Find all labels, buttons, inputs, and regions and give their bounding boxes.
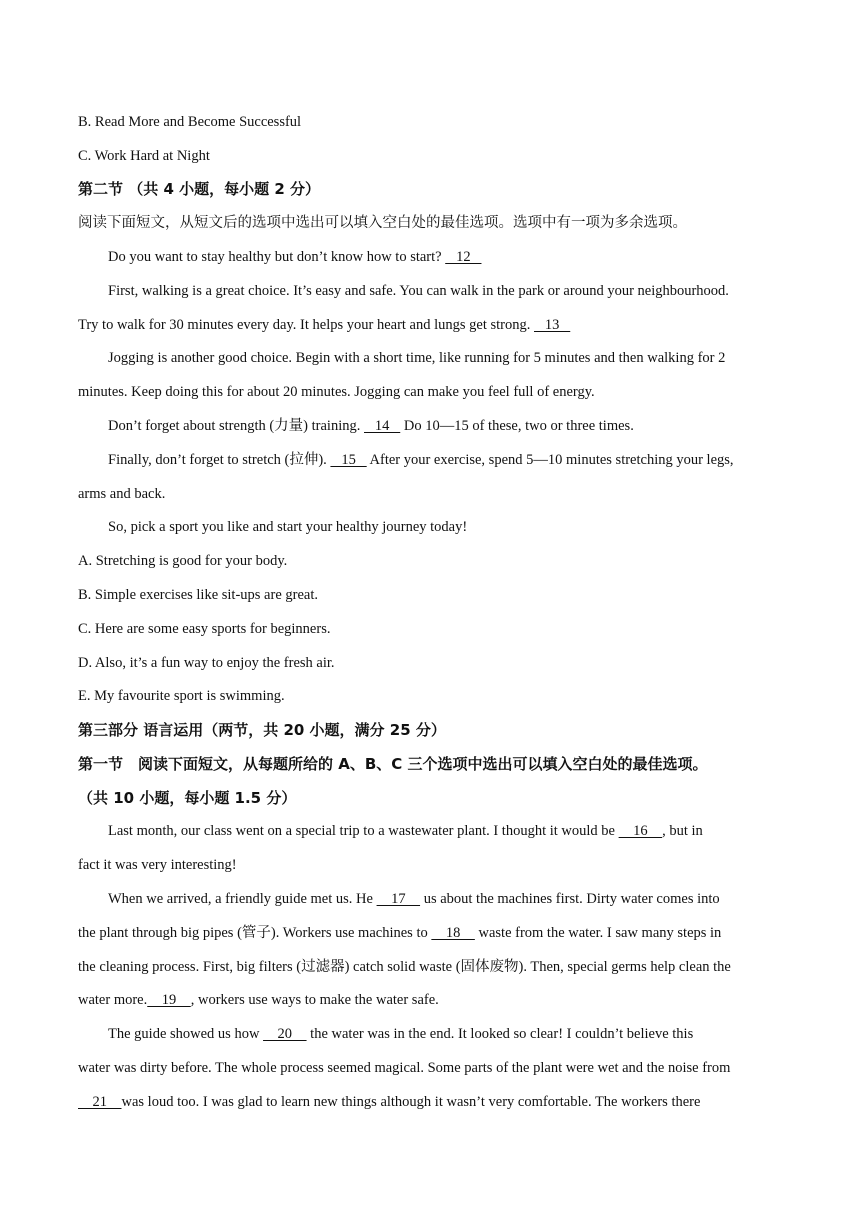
passage-line: Try to walk for 30 minutes every day. It helps your heart and lungs get strong. 13 — [78, 317, 571, 333]
passage-line: So, pick a sport you like and start your healthy journey today! — [108, 519, 468, 535]
blank-14: 14 — [364, 418, 401, 434]
option-d: D. Also, it’s a fun way to enjoy the fresh air. — [78, 655, 335, 671]
passage-line: First, walking is a great choice. It’s easy and safe. You can walk in the park or around your neighbourhood. — [108, 283, 729, 299]
option-a: A. Stretching is good for your body. — [78, 553, 288, 569]
passage-line: minutes. Keep doing this for about 20 minutes. Jogging can make you feel full of energy. — [78, 384, 595, 400]
part3-heading: 第三部分 语言运用（两节，共 20 小题，满分 25 分） — [78, 721, 446, 739]
passage-line: the cleaning process. First, big filters (过滤器) catch solid waste (固体废物). Then, special germs help clean the — [78, 959, 731, 975]
passage-line: Last month, our class went on a special trip to a wastewater plant. I thought it would be 16 , but in — [108, 823, 703, 839]
blank-17: 17 — [376, 891, 421, 907]
option-b: B. Simple exercises like sit-ups are great. — [78, 587, 318, 603]
blank-21: 21 — [78, 1094, 122, 1110]
passage-line: The guide showed us how 20 the water was in the end. It looked so clear! I couldn’t believe this — [108, 1026, 694, 1042]
passage-line: arms and back. — [78, 486, 166, 502]
blank-20: 20 — [263, 1026, 307, 1042]
passage-line: water was dirty before. The whole process seemed magical. Some parts of the plant were wet and the noise from — [78, 1060, 731, 1076]
passage-line: water more. 19 , workers use ways to make the water safe. — [78, 992, 439, 1008]
section2-heading: 第二节 （共 4 小题，每小题 2 分） — [78, 180, 320, 198]
passage-line: 21 was loud too. I was glad to learn new things although it wasn’t very comfortable. The workers there — [78, 1094, 701, 1110]
section1-heading: 第一节 阅读下面短文，从每题所给的 A、B、C 三个选项中选出可以填入空白处的最佳选项。 — [78, 755, 708, 773]
passage-line: the plant through big pipes (管子). Workers use machines to 18 waste from the water. I saw many steps in — [78, 925, 722, 941]
passage-line: Don’t forget about strength (力量) training. 14 Do 10—15 of these, two or three times. — [108, 418, 634, 434]
passage-line: Do you want to stay healthy but don’t know how to start? 12 — [108, 249, 482, 265]
passage-line: fact it was very interesting! — [78, 857, 237, 873]
blank-15: 15 — [330, 452, 367, 468]
passage-line: Jogging is another good choice. Begin with a short time, like running for 5 minutes and then walking for 2 — [108, 350, 726, 366]
section1-heading-note: （共 10 小题，每小题 1.5 分） — [78, 789, 297, 807]
section2-instruction: 阅读下面短文，从短文后的选项中选出可以填入空白处的最佳选项。选项中有一项为多余选项。 — [78, 215, 687, 231]
option-e: E. My favourite sport is swimming. — [78, 688, 285, 704]
passage-line: Finally, don’t forget to stretch (拉伸). 15 After your exercise, spend 5—10 minutes stretching your legs, — [108, 452, 734, 468]
blank-16: 16 — [618, 823, 663, 839]
blank-18: 18 — [431, 925, 475, 941]
blank-19: 19 — [147, 992, 191, 1008]
option-b-title: B. Read More and Become Successful — [78, 114, 302, 130]
blank-13: 13 — [534, 317, 571, 333]
option-c: C. Here are some easy sports for beginners. — [78, 621, 331, 637]
passage-line: When we arrived, a friendly guide met us. He 17 us about the machines first. Dirty water comes into — [108, 891, 720, 907]
option-c-title: C. Work Hard at Night — [78, 148, 210, 164]
blank-12: 12 — [445, 249, 482, 265]
